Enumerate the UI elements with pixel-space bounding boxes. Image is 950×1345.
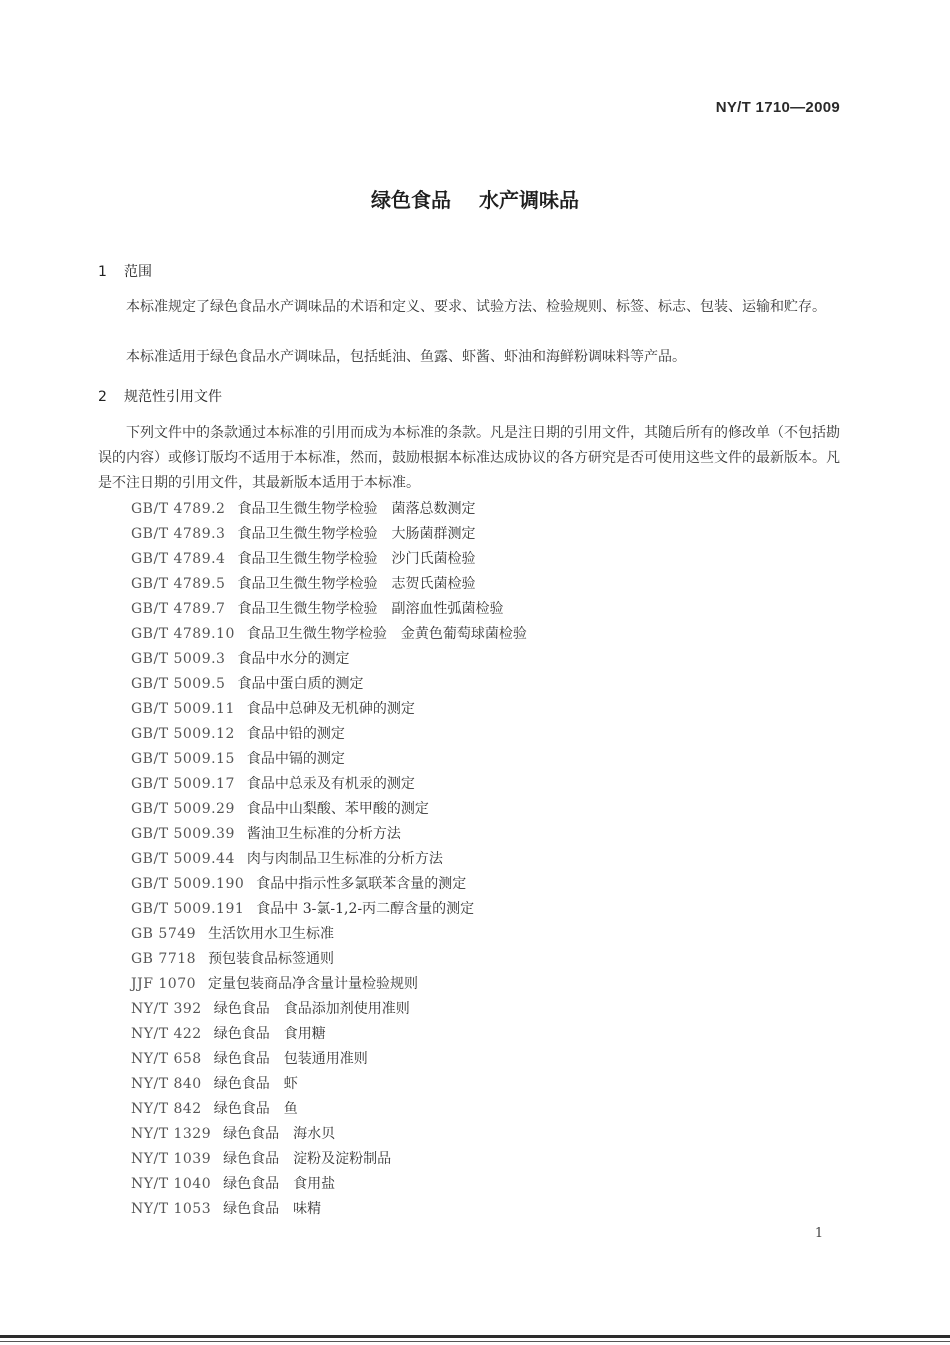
reference-item xyxy=(131,497,527,522)
reference-title: 食品中指示性多氯联苯含量的测定 xyxy=(256,876,467,892)
standard-code: NY/T 1710—2009 xyxy=(715,99,840,116)
section-1-heading xyxy=(98,261,152,281)
reference-code: GB/T 4789.2 xyxy=(131,501,226,517)
reference-item xyxy=(131,1047,527,1072)
reference-item xyxy=(131,947,527,972)
reference-title: 绿色食品 虾 xyxy=(213,1076,298,1092)
reference-item xyxy=(131,1072,527,1097)
reference-code: GB 7718 xyxy=(131,951,197,967)
scope-paragraph-2: 本标准适用于绿色食品水产调味品，包括蚝油、鱼露、虾酱、虾油和海鲜粉调味料等产品。 xyxy=(126,349,686,365)
reference-code: GB/T 5009.12 xyxy=(131,726,235,742)
reference-item xyxy=(131,897,527,922)
page-bottom-rule-secondary xyxy=(0,1341,950,1342)
reference-code: GB/T 4789.3 xyxy=(131,526,226,542)
reference-item xyxy=(131,1097,527,1122)
reference-code: NY/T 1040 xyxy=(131,1176,212,1192)
reference-code: NY/T 1329 xyxy=(131,1126,212,1142)
reference-item xyxy=(131,1147,527,1172)
reference-item xyxy=(131,747,527,772)
reference-title: 食品中总砷及无机砷的测定 xyxy=(246,701,415,717)
reference-title: 绿色食品 淀粉及淀粉制品 xyxy=(223,1151,392,1167)
reference-title: 食品卫生微生物学检验 金黄色葡萄球菌检验 xyxy=(246,626,527,642)
reference-item xyxy=(131,597,527,622)
reference-title: 预包装食品标签通则 xyxy=(208,951,335,967)
reference-item xyxy=(131,772,527,797)
reference-code: GB/T 4789.7 xyxy=(131,601,226,617)
reference-title: 绿色食品 海水贝 xyxy=(223,1126,336,1142)
reference-item xyxy=(131,697,527,722)
reference-item xyxy=(131,1172,527,1197)
reference-code: GB/T 5009.5 xyxy=(131,676,226,692)
reference-code: NY/T 840 xyxy=(131,1076,202,1092)
reference-code: GB 5749 xyxy=(131,926,197,942)
reference-title: 食品中铅的测定 xyxy=(246,726,345,742)
reference-item xyxy=(131,997,527,1022)
title-part-2: 水产调味品 xyxy=(479,188,579,212)
document-title xyxy=(0,184,950,213)
reference-code: GB/T 5009.39 xyxy=(131,826,235,842)
reference-code: GB/T 5009.190 xyxy=(131,876,245,892)
section-number: 2 xyxy=(98,389,107,405)
reference-item xyxy=(131,1197,527,1222)
reference-code: NY/T 842 xyxy=(131,1101,202,1117)
reference-code: NY/T 658 xyxy=(131,1051,202,1067)
reference-title: 肉与肉制品卫生标准的分析方法 xyxy=(246,851,443,867)
reference-title: 食品中蛋白质的测定 xyxy=(237,676,364,692)
reference-code: JJF 1070 xyxy=(131,976,197,992)
reference-title: 绿色食品 食用盐 xyxy=(223,1176,336,1192)
section-title: 范围 xyxy=(124,264,152,280)
reference-title: 绿色食品 包装通用准则 xyxy=(213,1051,368,1067)
reference-code: GB/T 4789.5 xyxy=(131,576,226,592)
reference-item xyxy=(131,1122,527,1147)
reference-title: 食品中镉的测定 xyxy=(246,751,345,767)
page-number: 1 xyxy=(814,1226,824,1241)
reference-title: 食品卫生微生物学检验 沙门氏菌检验 xyxy=(237,551,476,567)
reference-code: GB/T 5009.15 xyxy=(131,751,235,767)
reference-title: 绿色食品 食品添加剂使用准则 xyxy=(213,1001,410,1017)
reference-title: 生活饮用水卫生标准 xyxy=(208,926,335,942)
reference-title: 绿色食品 食用糖 xyxy=(213,1026,326,1042)
reference-title: 食品中总汞及有机汞的测定 xyxy=(246,776,415,792)
reference-item xyxy=(131,647,527,672)
reference-title: 绿色食品 味精 xyxy=(223,1201,322,1217)
reference-item xyxy=(131,797,527,822)
title-part-1: 绿色食品 xyxy=(371,188,451,212)
reference-item xyxy=(131,847,527,872)
reference-title: 食品中山梨酸、苯甲酸的测定 xyxy=(246,801,429,817)
reference-item xyxy=(131,622,527,647)
reference-code: NY/T 392 xyxy=(131,1001,202,1017)
reference-code: GB/T 4789.10 xyxy=(131,626,235,642)
reference-code: NY/T 1053 xyxy=(131,1201,212,1217)
reference-item xyxy=(131,672,527,697)
reference-title: 食品卫生微生物学检验 菌落总数测定 xyxy=(237,501,476,517)
section-number: 1 xyxy=(98,264,107,280)
reference-code: GB/T 5009.11 xyxy=(131,701,235,717)
reference-code: GB/T 4789.4 xyxy=(131,551,226,567)
reference-item xyxy=(131,1022,527,1047)
reference-item xyxy=(131,547,527,572)
reference-item xyxy=(131,922,527,947)
reference-code: GB/T 5009.17 xyxy=(131,776,235,792)
reference-item xyxy=(131,722,527,747)
references-intro-paragraph: 下列文件中的条款通过本标准的引用而成为本标准的条款。凡是注日期的引用文件，其随后所有的修改单（不包括勘误的内容）或修订版均不适用于本标准，然而，鼓励根据本标准达成协议的各方研究是否可使用这些文件的最新版本。凡是不注日期的引用文件，其最新版本适用于本标准。 xyxy=(98,425,840,491)
reference-title: 食品中 3-氯-1,2-丙二醇含量的测定 xyxy=(256,901,475,917)
reference-code: NY/T 422 xyxy=(131,1026,202,1042)
reference-item xyxy=(131,872,527,897)
reference-code: GB/T 5009.191 xyxy=(131,901,245,917)
reference-item xyxy=(131,972,527,997)
section-title: 规范性引用文件 xyxy=(124,389,222,405)
reference-title: 食品中水分的测定 xyxy=(237,651,350,667)
reference-item xyxy=(131,522,527,547)
reference-code: GB/T 5009.29 xyxy=(131,801,235,817)
reference-title: 定量包装商品净含量计量检验规则 xyxy=(208,976,419,992)
reference-code: GB/T 5009.3 xyxy=(131,651,226,667)
reference-title: 酱油卫生标准的分析方法 xyxy=(246,826,401,842)
normative-references-list xyxy=(131,497,527,1222)
scope-paragraph-1: 本标准规定了绿色食品水产调味品的术语和定义、要求、试验方法、检验规则、标签、标志、包装、运输和贮存。 xyxy=(126,299,826,315)
reference-code: GB/T 5009.44 xyxy=(131,851,235,867)
reference-item xyxy=(131,822,527,847)
section-2-heading xyxy=(98,386,222,406)
reference-title: 食品卫生微生物学检验 志贺氏菌检验 xyxy=(237,576,476,592)
reference-title: 食品卫生微生物学检验 大肠菌群测定 xyxy=(237,526,476,542)
reference-title: 食品卫生微生物学检验 副溶血性弧菌检验 xyxy=(237,601,504,617)
reference-item xyxy=(131,572,527,597)
reference-title: 绿色食品 鱼 xyxy=(213,1101,298,1117)
page-bottom-rule xyxy=(0,1335,950,1338)
reference-code: NY/T 1039 xyxy=(131,1151,212,1167)
